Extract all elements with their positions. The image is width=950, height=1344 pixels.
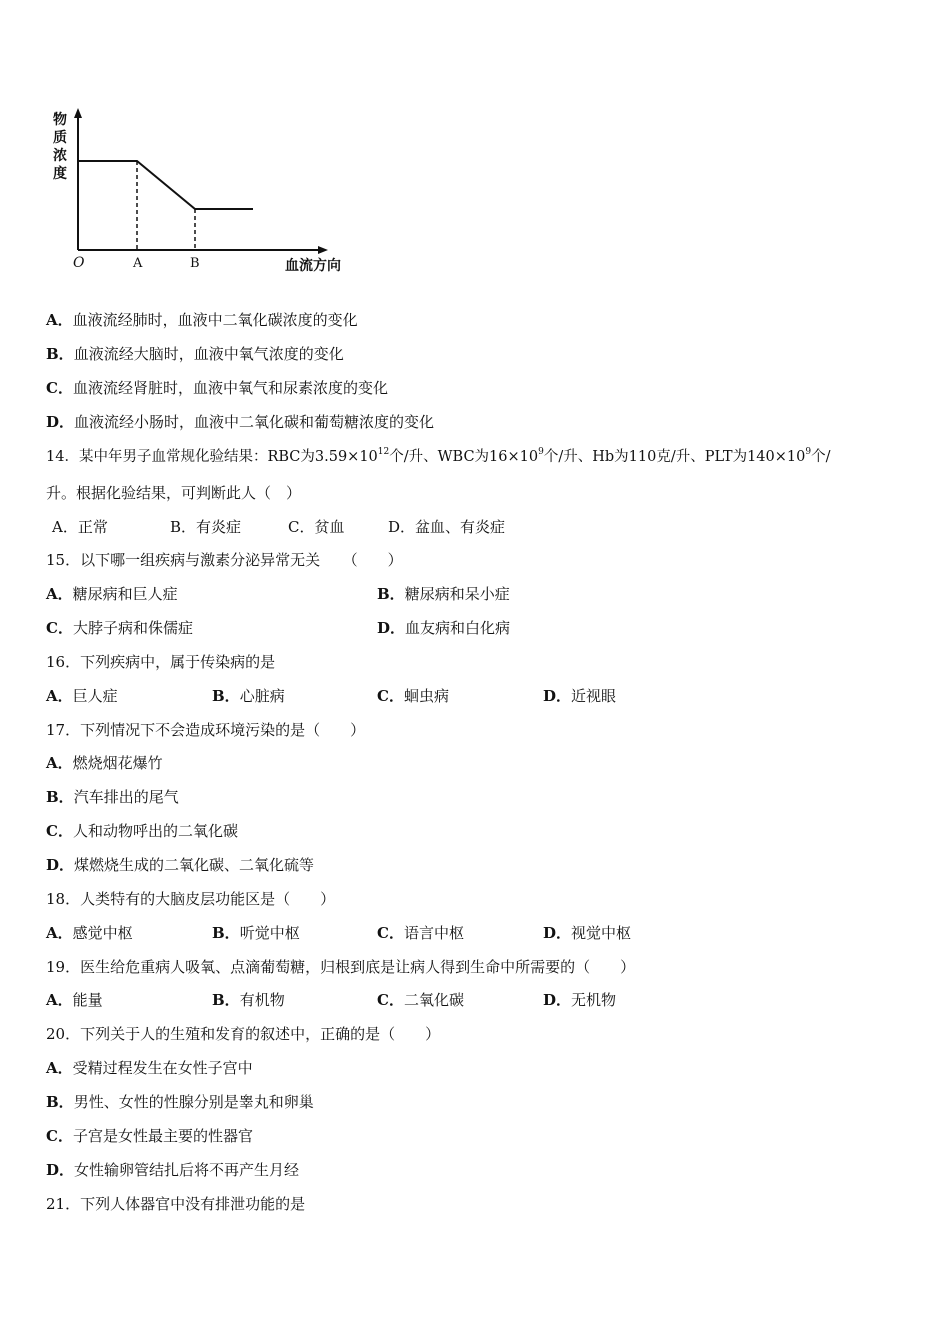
q16-stem: 16．下列疾病中，属于传染病的是 (46, 653, 276, 671)
y-axis-arrow (74, 108, 82, 118)
option-text: 人和动物呼出的二氧化碳 (72, 822, 238, 840)
option-text: 糖尿病和呆小症 (404, 585, 510, 603)
q18-option-b (212, 923, 300, 943)
y-label-char-4: 度 (53, 166, 67, 182)
q19-stem: 19．医生给危重病人吸氧、点滴葡萄糖，归根到底是让病人得到生命中所需要的（ ） (46, 958, 636, 976)
q13-option-d (46, 412, 434, 432)
option-text: 血友病和白化病 (405, 619, 511, 637)
y-axis-label (53, 111, 67, 182)
option-letter: D． (543, 687, 572, 705)
option-text: 有机物 (239, 991, 285, 1009)
option-letter: B． (212, 991, 240, 1009)
option-letter: C． (377, 991, 404, 1009)
option-letter: C． (46, 619, 73, 637)
option-letter: B． (212, 687, 240, 705)
q18-option-c (377, 923, 464, 943)
option-letter: A． (46, 924, 73, 942)
q17-option-d (46, 855, 314, 875)
q14-stem (46, 447, 830, 467)
q19-option-c (377, 990, 464, 1010)
q15-option-a (46, 584, 178, 604)
q14-option-c: C．贫血 (288, 518, 345, 536)
option-text: 煤燃烧生成的二氧化碳、二氧化硫等 (74, 856, 315, 874)
option-text: 近视眼 (571, 687, 617, 705)
q14-exp-2: 9 (538, 447, 544, 457)
option-text: 巨人症 (72, 687, 118, 705)
option-text: 燃烧烟花爆竹 (72, 754, 163, 772)
q20-option-b (46, 1092, 314, 1112)
option-letter: A． (46, 991, 73, 1009)
q14-stem-line-2: 升。根据化验结果，可判断此人（ ） (46, 484, 302, 502)
tick-origin: O (73, 255, 85, 271)
q17-option-b (46, 787, 179, 807)
option-letter: A． (46, 585, 73, 603)
q19-option-b (212, 990, 285, 1010)
q17-option-a (46, 753, 163, 773)
q14-option-a: A．正常 (52, 518, 108, 536)
option-letter: D． (543, 991, 572, 1009)
option-text: 视觉中枢 (571, 924, 632, 942)
option-letter: D． (46, 856, 75, 874)
q19-option-d (543, 990, 616, 1010)
tick-a: A (133, 256, 143, 271)
option-letter: C． (377, 687, 404, 705)
q13-option-b (46, 344, 344, 364)
q16-option-c (377, 686, 449, 706)
option-text: 无机物 (571, 991, 617, 1009)
option-text: 女性输卵管结扎后将不再产生月经 (74, 1161, 300, 1179)
option-text: 大脖子病和侏儒症 (72, 619, 193, 637)
q21-stem: 21．下列人体器官中没有排泄功能的是 (46, 1195, 306, 1213)
option-letter: B． (212, 924, 240, 942)
y-label-char-3: 浓 (53, 148, 67, 164)
option-letter: B． (46, 1093, 74, 1111)
q14-exp-1: 12 (377, 447, 390, 457)
option-letter: B． (46, 345, 74, 363)
q16-option-a (46, 686, 118, 706)
option-letter: A． (46, 1059, 73, 1077)
option-text: 血液流经小肠时，血液中二氧化碳和葡萄糖浓度的变化 (74, 413, 435, 431)
q13-option-a (46, 310, 358, 330)
q15-option-c (46, 618, 193, 638)
q14-part-2: 个/升、WBC为16×10 (389, 449, 539, 465)
concentration-chart (40, 100, 380, 285)
option-text: 血液流经肾脏时，血液中氧气和尿素浓度的变化 (72, 379, 388, 397)
option-letter: C． (46, 1127, 73, 1145)
option-letter: B． (46, 788, 74, 806)
q14-option-b: B．有炎症 (170, 518, 242, 536)
q20-option-c (46, 1126, 253, 1146)
option-letter: D． (543, 924, 572, 942)
option-text: 听觉中枢 (239, 924, 300, 942)
option-letter: C． (46, 379, 73, 397)
q18-stem: 18．人类特有的大脑皮层功能区是（ ） (46, 890, 336, 908)
q16-option-b (212, 686, 285, 706)
q13-option-c (46, 378, 388, 398)
option-letter: B． (377, 585, 405, 603)
q20-option-a (46, 1058, 253, 1078)
q14-part-3: 个/升、Hb为110克/升、PLT为140×10 (543, 449, 806, 465)
option-text: 感觉中枢 (72, 924, 133, 942)
option-letter: C． (377, 924, 404, 942)
q18-option-d (543, 923, 631, 943)
option-text: 子宫是女性最主要的性器官 (72, 1127, 253, 1145)
tick-b: B (190, 256, 200, 271)
option-text: 蛔虫病 (403, 687, 449, 705)
option-text: 血液流经肺时，血液中二氧化碳浓度的变化 (72, 311, 358, 329)
option-letter: D． (46, 413, 75, 431)
q17-option-c (46, 821, 238, 841)
q15-option-b (377, 584, 510, 604)
q15-option-d (377, 618, 510, 638)
option-letter: D． (377, 619, 406, 637)
option-text: 汽车排出的尾气 (73, 788, 179, 806)
option-letter: A． (46, 311, 73, 329)
q18-option-a (46, 923, 133, 943)
q14-option-d: D．盆血、有炎症 (388, 518, 506, 536)
y-label-char-1: 物 (53, 112, 67, 128)
option-letter: D． (46, 1161, 75, 1179)
option-letter: A． (46, 754, 73, 772)
option-text: 血液流经大脑时，血液中氧气浓度的变化 (73, 345, 344, 363)
q14-part-4: 个/ (811, 449, 831, 465)
x-axis-label: 血流方向 (285, 258, 341, 274)
option-letter: C． (46, 822, 73, 840)
q20-stem: 20．下列关于人的生殖和发育的叙述中，正确的是（ ） (46, 1025, 441, 1043)
option-text: 二氧化碳 (403, 991, 464, 1009)
q17-stem: 17．下列情况下不会造成环境污染的是（ ） (46, 721, 366, 739)
option-text: 受精过程发生在女性子宫中 (72, 1059, 253, 1077)
y-label-char-2: 质 (53, 130, 67, 146)
q14-part-1: 14．某中年男子血常规化验结果：RBC为3.59×10 (46, 449, 378, 465)
q15-stem: 15．以下哪一组疾病与激素分泌异常无关 （ ） (46, 551, 403, 569)
q16-option-d (543, 686, 616, 706)
x-axis-arrow (318, 246, 328, 254)
q14-exp-3: 9 (805, 447, 812, 457)
concentration-series-line (78, 161, 253, 209)
q19-option-a (46, 990, 103, 1010)
option-text: 糖尿病和巨人症 (72, 585, 178, 603)
option-text: 语言中枢 (403, 924, 464, 942)
option-text: 能量 (72, 991, 103, 1009)
option-text: 男性、女性的性腺分别是睾丸和卵巢 (73, 1093, 314, 1111)
option-letter: A． (46, 687, 73, 705)
q20-option-d (46, 1160, 299, 1180)
option-text: 心脏病 (239, 687, 285, 705)
